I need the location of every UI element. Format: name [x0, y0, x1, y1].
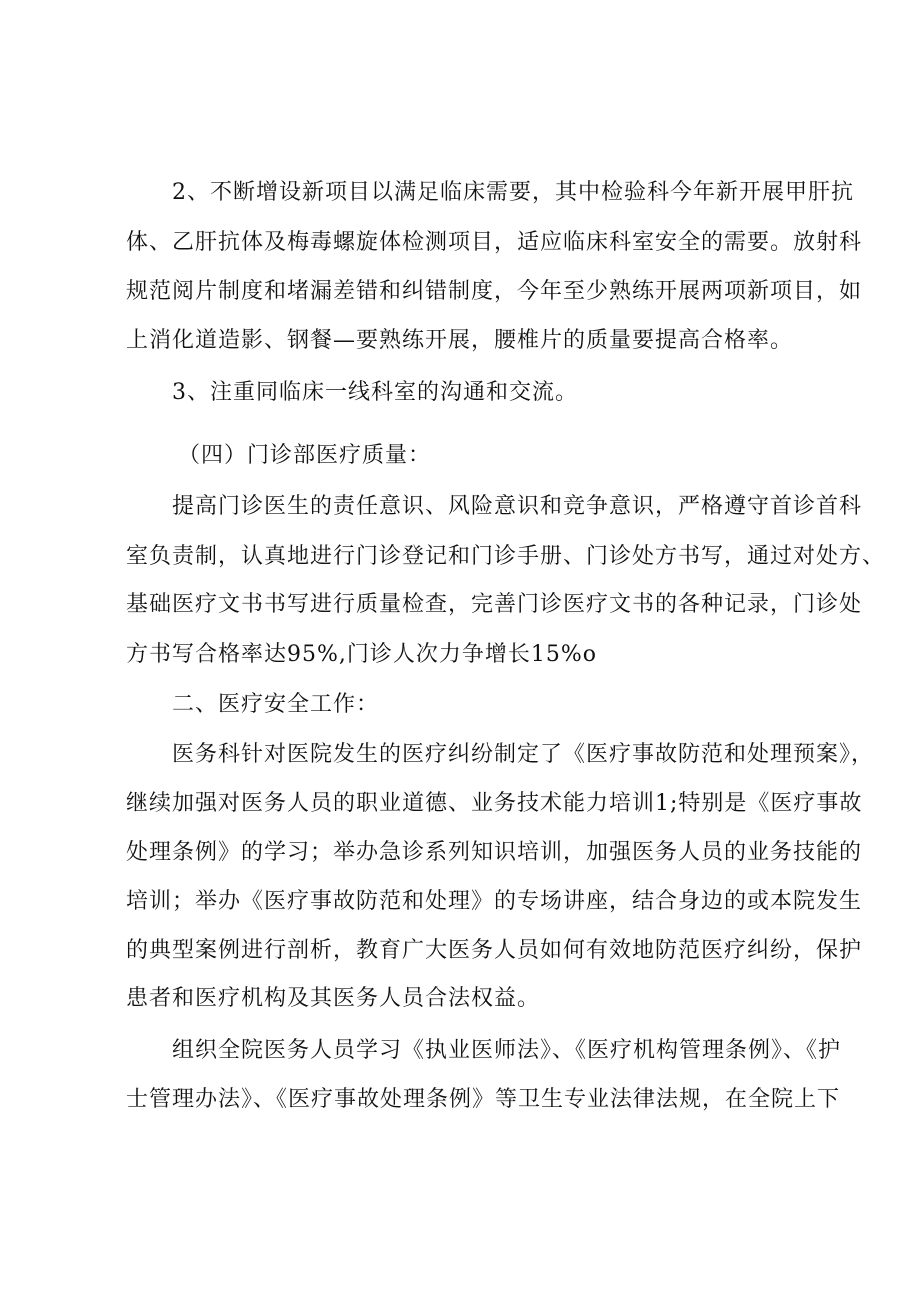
section-heading-outpatient: （四）门诊部医疗质量：	[178, 443, 432, 468]
paragraph-outpatient-line-3: 基础医疗文书书写进行质量检查，完善门诊医疗文书的各种记录，门诊处	[126, 592, 863, 617]
paragraph-outpatient-line-2: 室负责制，认真地进行门诊登记和门诊手册、门诊处方书写，通过对处方、	[126, 544, 886, 569]
paragraph-safety-line-6: 患者和医疗机构及其医务人员合法权益。	[126, 986, 541, 1011]
section-heading-medical-safety: 二、医疗安全工作：	[172, 692, 380, 717]
paragraph-item-2-line-3: 规范阅片制度和堵漏差错和纠错制度，今年至少熟练开展两项新项目，如	[126, 279, 863, 304]
paragraph-item-3-line-1: 3、注重同临床一线科室的沟通和交流。	[172, 380, 578, 405]
paragraph-law-study-line-1: 组织全院医务人员学习《执业医师法》、《医疗机构管理条例》、《护	[172, 1038, 842, 1063]
paragraph-safety-line-5: 的典型案例进行剖析，教育广大医务人员如何有效地防范医疗纠纷，保护	[126, 938, 863, 963]
paragraph-outpatient-line-4: 方书写合格率达95%,门诊人次力争增长15%o	[126, 642, 598, 667]
paragraph-outpatient-line-1: 提高门诊医生的责任意识、风险意识和竞争意识，严格遵守首诊首科	[172, 494, 863, 519]
paragraph-safety-line-1: 医务科针对医院发生的医疗纠纷制定了《医疗事故防范和处理预案》，	[172, 742, 875, 767]
paragraph-safety-line-4: 培训；举办《医疗事故防范和处理》的专场讲座，结合身边的或本院发生	[126, 889, 863, 914]
paragraph-safety-line-3: 处理条例》的学习；举办急诊系列知识培训，加强医务人员的业务技能的	[126, 840, 863, 865]
paragraph-law-study-line-2: 士管理办法》、《医疗事故处理条例》等卫生专业法律法规，在全院上下	[126, 1087, 841, 1112]
paragraph-item-2-line-2: 体、乙肝抗体及梅毒螺旋体检测项目，适应临床科室安全的需要。放射科	[126, 230, 863, 255]
paragraph-safety-line-2: 继续加强对医务人员的职业道德、业务技术能力培训1;特别是《医疗事故	[126, 791, 863, 816]
paragraph-item-2-line-1: 2、不断增设新项目以满足临床需要，其中检验科今年新开展甲肝抗	[172, 180, 854, 205]
paragraph-item-2-line-4: 上消化道造影、钢餐—要熟练开展，腰椎片的质量要提高合格率。	[126, 328, 794, 353]
